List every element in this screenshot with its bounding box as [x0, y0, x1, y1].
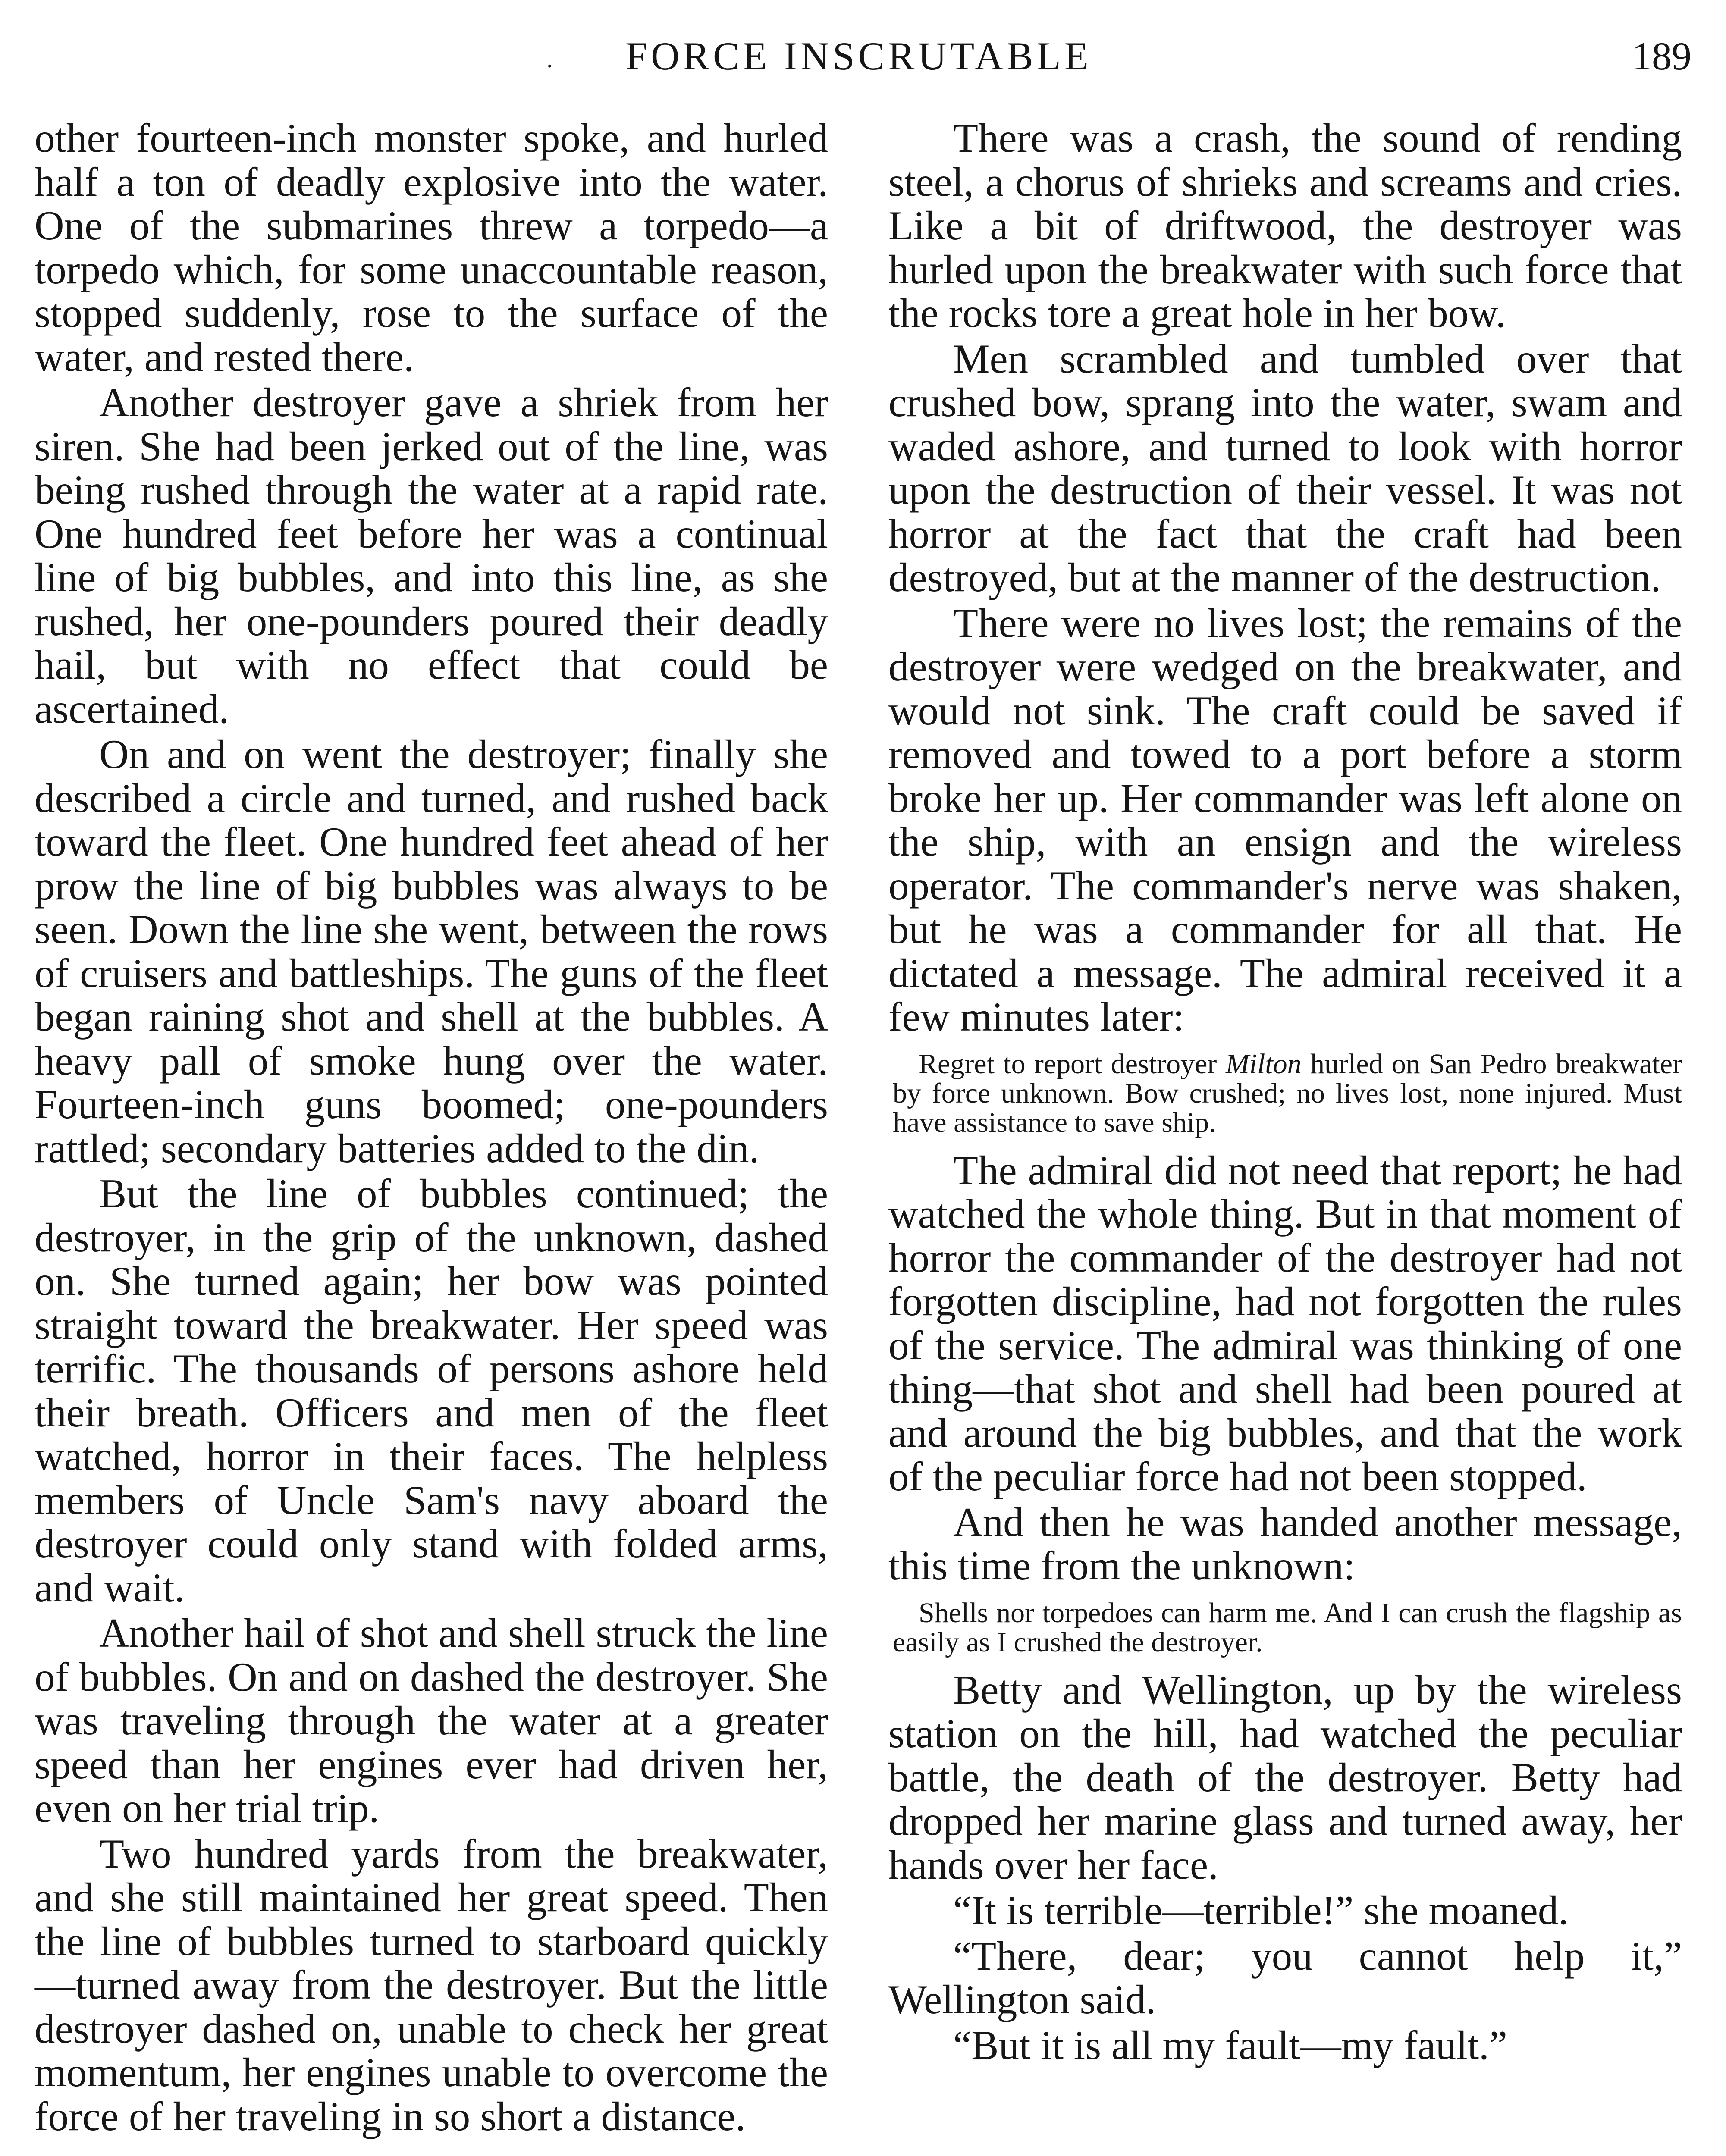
paragraph: Another hail of shot and shell struck the line of bubbles. On and on dashed the destroyer. She was traveling through the water at a greater speed than her engines ever had driven her, even on her trial trip. [35, 1610, 828, 1831]
paragraph: “But it is all my fault—my fault.” [953, 2022, 1507, 2068]
header-dot: · [546, 53, 554, 80]
telegram-message-unknown: Shells nor torpedoes can harm me. And I can crush the flagship as easily as I crushed the destroyer. [893, 1597, 1682, 1658]
paragraph: “It is terrible—terrible!” she moaned. [953, 1887, 1569, 1933]
paragraph: Betty and Wellington, up by the wireless station on the hill, had watched the peculiar battle, the death of the destroyer. Betty had dropped her marine glass and turned away, her hands over her face. [888, 1667, 1682, 1888]
paragraph: There were no lives lost; the remains of the destroyer were wedged on the breakwater, and would not sink. The craft could be saved if removed and towed to a port before a storm broke her up. Her commander was left alone on the ship, with an ensign and the wireless operator. The commander's nerve was shaken, but he was a commander for all that. He dictated a message. The admiral received it a few minutes later: [888, 600, 1682, 1040]
running-title: FORCE INSCRUTABLE [625, 34, 1092, 78]
left-column [35, 116, 828, 2140]
paragraph: Another destroyer gave a shriek from her siren. She had been jerked out of the line, was being rushed through the water at a rapid rate. One hundred feet before her was a continual line of big bubbles, and into this line, as she rushed, her one-pounders poured their deadly hail, but with no effect that could be ascertained. [35, 379, 828, 732]
right-column [888, 116, 1682, 2069]
page-number: 189 [1632, 34, 1691, 78]
paragraph: The admiral did not need that report; he had watched the whole thing. But in that moment of horror the commander of the destroyer had not forgotten discipline, had not forgotten the rules of the service. The admiral was thinking of one thing—that shot and shell had been poured at and around the big bubbles, and that the work of the peculiar force had not been stopped. [888, 1147, 1682, 1499]
paragraph: other fourteen-inch monster spoke, and hurled half a ton of deadly explosive into the water. One of the submarines threw a torpedo—a torpedo which, for some unaccountable reason, stopped suddenly, rose to the surface of the water, and rested there. [35, 115, 828, 380]
ship-name: Milton [1225, 1048, 1302, 1080]
paragraph: Men scrambled and tumbled over that crushed bow, sprang into the water, swam and waded ashore, and turned to look with horror upon the destruction of their vessel. It was not horror at the fact that the craft had been destroyed, but at the manner of the destruction. [888, 335, 1682, 600]
paragraph: And then he was handed another message, this time from the unknown: [888, 1499, 1682, 1589]
paragraph: There was a crash, the sound of rending steel, a chorus of shrieks and screams and cries. Like a bit of driftwood, the destroyer was hurled upon the breakwater with such force that the rocks tore a great hole in her bow. [888, 115, 1682, 336]
telegram-message-destroyer [888, 1050, 1682, 1138]
paragraph: “There, dear; you cannot help it,” Wellington said. [888, 1933, 1682, 2022]
telegram-text: hurled on San Pedro breakwater by force unknown. Bow crushed; no lives lost, none injured. Must have assistance to save ship. [893, 1048, 1682, 1138]
paragraph: Two hundred yards from the breakwater, and she still maintained her great speed. Then the line of bubbles turned to starboard quickly—turned away from the destroyer. But the little destroyer dashed on, unable to check her great momentum, her engines unable to overcome the force of her traveling in so short a distance. [35, 1830, 828, 2139]
paragraph: But the line of bubbles continued; the destroyer, in the grip of the unknown, dashed on. She turned again; her bow was pointed straight toward the breakwater. Her speed was terrific. The thousands of persons ashore held their breath. Officers and men of the fleet watched, horror in their faces. The helpless members of Uncle Sam's navy aboard the destroyer could only stand with folded arms, and wait. [35, 1171, 828, 1611]
page-header [35, 30, 1691, 82]
telegram-text: Regret to report destroyer [919, 1048, 1226, 1080]
paragraph: On and on went the destroyer; finally she described a circle and turned, and rushed back toward the fleet. One hundred feet ahead of her prow the line of big bubbles was always to be seen. Down the line she went, between the rows of cruisers and battleships. The guns of the fleet began raining shot and shell at the bubbles. A heavy pall of smoke hung over the water. Fourteen-inch guns boomed; one-pounders rattled; secondary batteries added to the din. [35, 731, 828, 1171]
